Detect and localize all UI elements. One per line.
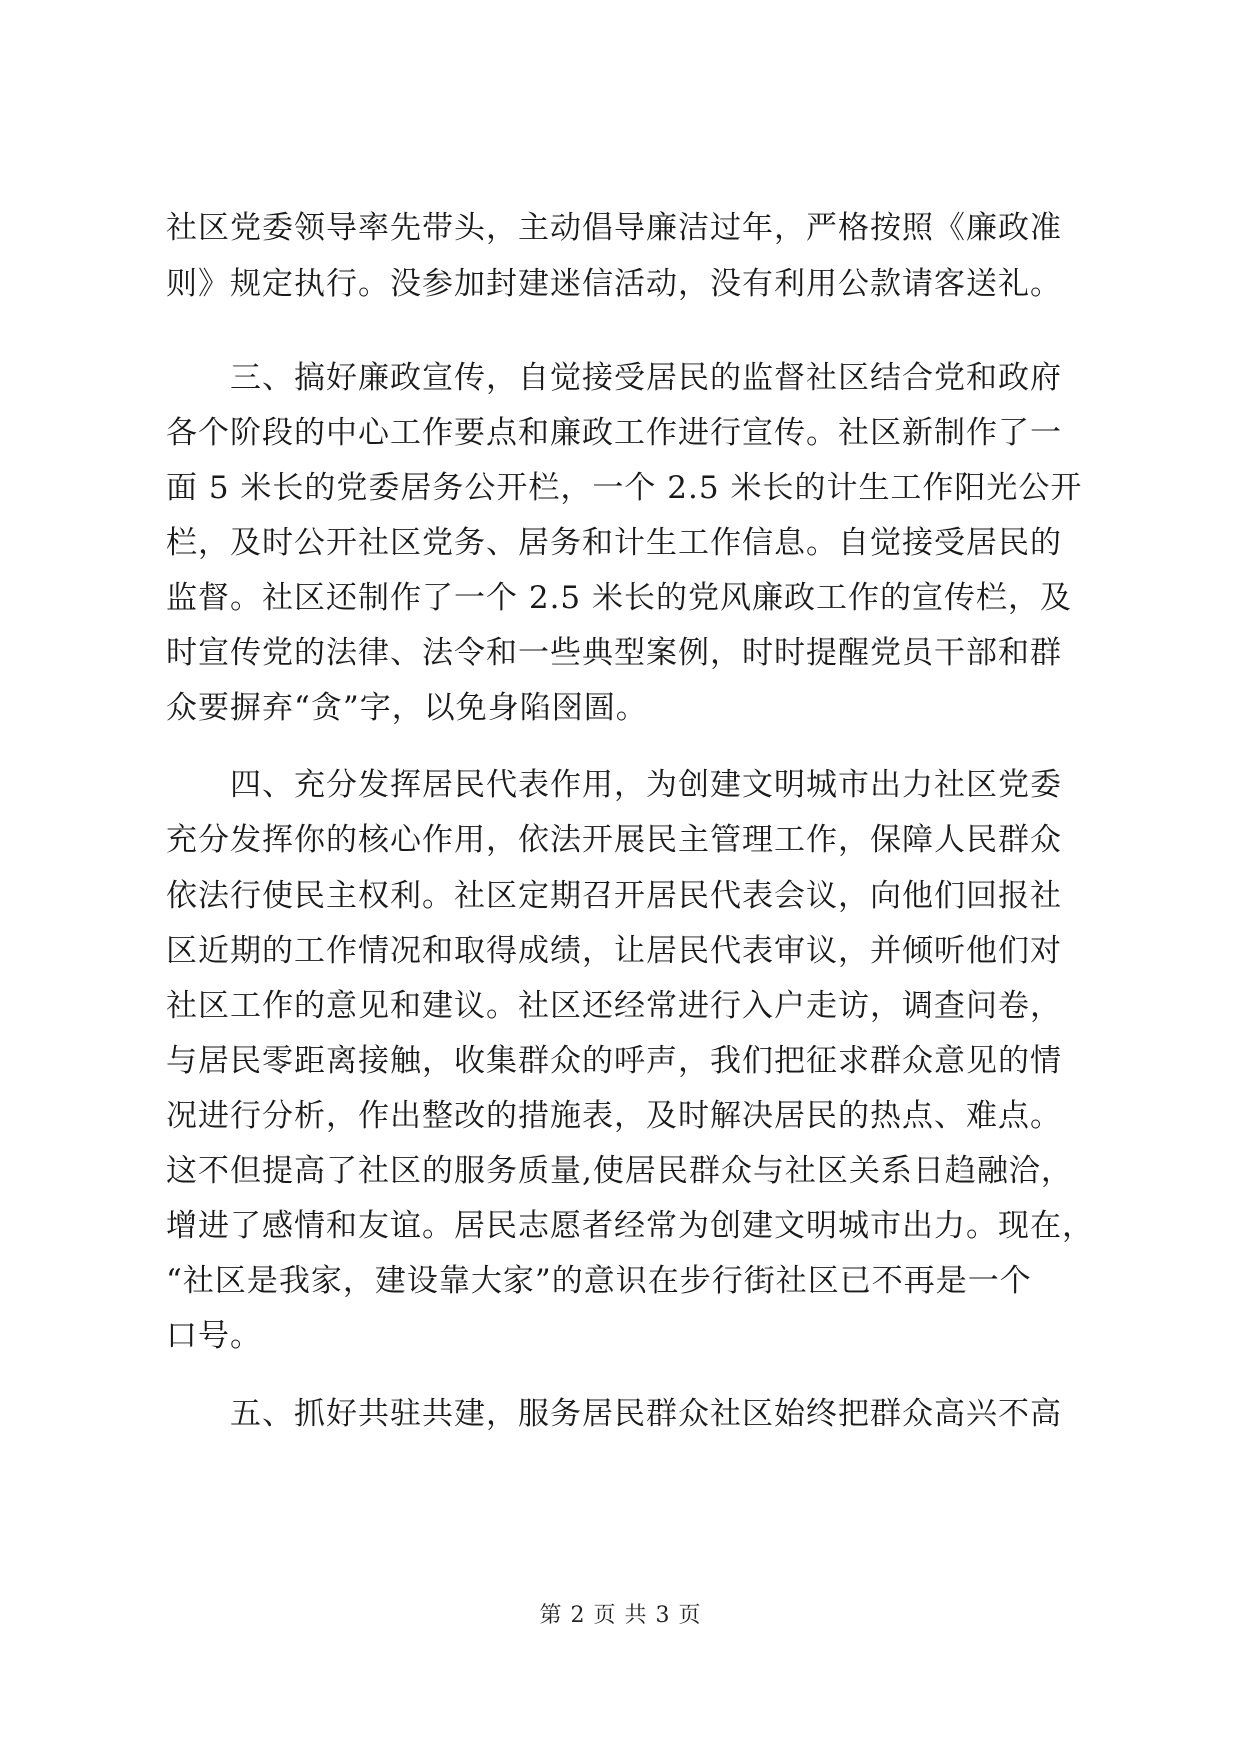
- text-line: 面 5 米长的党委居务公开栏，一个 2.5 米长的计生工作阳光公开: [166, 470, 1083, 506]
- text-line: 众要摒弃“贪”字，以免身陷囹圄。: [166, 690, 648, 726]
- text-line: 口号。: [166, 1318, 262, 1354]
- text-line: 监督。社区还制作了一个 2.5 米长的党风廉政工作的宣传栏，及: [166, 580, 1073, 616]
- paragraph-start-line: 五、抓好共驻共建，服务居民群众社区始终把群众高兴不高: [230, 1396, 1062, 1432]
- text-line: 况进行分析，作出整改的措施表，及时解决居民的热点、难点。: [166, 1098, 1062, 1134]
- text-line: 区近期的工作情况和取得成绩，让居民代表审议，并倾听他们对: [166, 933, 1062, 969]
- text-line: 增进了感情和友谊。居民志愿者经常为创建文明城市出力。现在，: [166, 1208, 1094, 1244]
- text-line: 充分发挥你的核心作用，依法开展民主管理工作，保障人民群众: [166, 822, 1062, 858]
- text-line: 社区工作的意见和建议。社区还经常进行入户走访，调查问卷，: [166, 988, 1062, 1024]
- text-line: 各个阶段的中心工作要点和廉政工作进行宣传。社区新制作了一: [166, 415, 1062, 451]
- paragraph-start-line: 三、搞好廉政宣传，自觉接受居民的监督社区结合党和政府: [230, 360, 1062, 396]
- text-line: 社区党委领导率先带头，主动倡导廉洁过年，严格按照《廉政准: [166, 210, 1062, 246]
- page-number-footer: 第 2 页 共 3 页: [539, 1603, 702, 1628]
- text-line: 与居民零距离接触，收集群众的呼声，我们把征求群众意见的情: [166, 1043, 1062, 1079]
- text-line: 时宣传党的法律、法令和一些典型案例，时时提醒党员干部和群: [166, 635, 1062, 671]
- text-line: “社区是我家，建设靠大家”的意识在步行街社区已不再是一个: [166, 1263, 1032, 1299]
- text-line: 栏，及时公开社区党务、居务和计生工作信息。自觉接受居民的: [166, 525, 1062, 561]
- text-line: 则》规定执行。没参加封建迷信活动，没有利用公款请客送礼。: [166, 266, 1062, 302]
- text-line: 这不但提高了社区的服务质量,使居民群众与社区关系日趋融洽，: [166, 1153, 1073, 1189]
- text-line: 依法行使民主权利。社区定期召开居民代表会议，向他们回报社: [166, 878, 1062, 914]
- paragraph-start-line: 四、充分发挥居民代表作用，为创建文明城市出力社区党委: [230, 767, 1062, 803]
